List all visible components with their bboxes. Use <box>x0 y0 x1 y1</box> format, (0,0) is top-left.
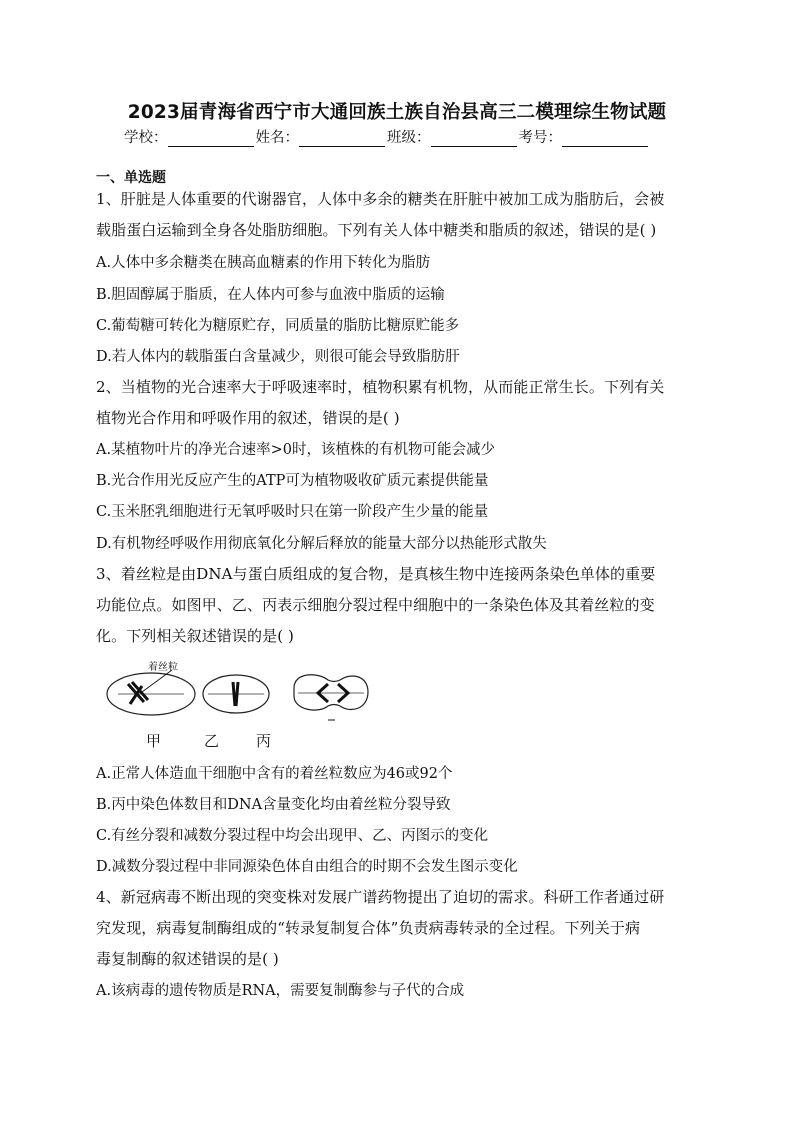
exam-number-label: 考号： <box>518 130 562 146</box>
q3-option-b[interactable]: B.丙中染色体数目和DNA含量变化均由着丝粒分裂导致 <box>96 797 451 813</box>
q2-stem-line-1: 2、当植物的光合速率大于呼吸速率时，植物积累有机物，从而能正常生长。下列有关 <box>96 378 665 396</box>
q3-option-a[interactable]: A.正常人体造血干细胞中含有的着丝粒数应为46或92个 <box>96 766 453 782</box>
figure-label-bing: 丙 <box>256 732 272 750</box>
q1-option-b[interactable]: B.胆固醇属于脂质，在人体内可参与血液中脂质的运输 <box>96 287 445 303</box>
school-field[interactable] <box>168 130 254 147</box>
q4-stem-line-1: 4、新冠病毒不断出现的突变株对发展广谱药物提出了迫切的需求。科研工作者通过研 <box>96 888 665 906</box>
q2-option-c[interactable]: C.玉米胚乳细胞进行无氧呼吸时只在第一阶段产生少量的能量 <box>96 504 489 520</box>
centromere-annotation: 着丝粒 <box>148 662 178 673</box>
exam-number-field[interactable] <box>562 130 648 147</box>
school-label: 学校： <box>124 130 168 146</box>
q2-option-a[interactable]: A.某植物叶片的净光合速率>0时，该植株的有机物可能会减少 <box>96 442 495 458</box>
section-heading: 一、单选题 <box>96 170 166 186</box>
q3-option-d[interactable]: D.减数分裂过程中非同源染色体自由组合的时期不会发生图示变化 <box>96 859 518 875</box>
name-label: 姓名： <box>255 130 299 146</box>
q3-option-c[interactable]: C.有丝分裂和减数分裂过程中均会出现甲、乙、丙图示的变化 <box>96 828 489 844</box>
q3-stem-line-2: 功能位点。如图甲、乙、丙表示细胞分裂过程中细胞中的一条染色体及其着丝粒的变 <box>96 596 655 614</box>
q1-option-c[interactable]: C.葡萄糖可转化为糖原贮存，同质量的脂肪比糖原贮能多 <box>96 318 460 334</box>
page-title: 2023届青海省西宁市大通回族土族自治县高三二模理综生物试题 <box>127 102 667 123</box>
chromosome-yi <box>233 682 238 706</box>
chromosome-jia <box>128 682 148 704</box>
figure-label-yi: 乙 <box>204 732 220 750</box>
q1-option-a[interactable]: A.人体中多余糖类在胰高血糖素的作用下转化为脂肪 <box>96 255 431 271</box>
cell-bing <box>294 675 368 710</box>
q3-stem-line-1: 3、着丝粒是由DNA与蛋白质组成的复合物，是真核生物中连接两条染色单体的重要 <box>96 565 656 583</box>
q4-option-a[interactable]: A.该病毒的遗传物质是RNA，需要复制酶参与子代的合成 <box>96 983 465 999</box>
q4-stem-line-2: 究发现，病毒复制酶组成的“转录复制复合体”负责病毒转录的全过程。下列关于病 <box>96 919 641 937</box>
q1-stem-line-1: 1、肝脏是人体重要的代谢器官，人体中多余的糖类在肝脏中被加工成为脂肪后，会被 <box>96 190 665 208</box>
q4-stem-line-3: 毒复制酶的叙述错误的是( ) <box>96 950 279 968</box>
q2-option-b[interactable]: B.光合作用光反应产生的ATP可为植物吸收矿质元素提供能量 <box>96 473 489 489</box>
q1-stem-line-2: 载脂蛋白运输到全身各处脂肪细胞。下列有关人体中糖类和脂质的叙述，错误的是( ) <box>96 221 657 239</box>
class-field[interactable] <box>431 130 517 147</box>
name-field[interactable] <box>299 130 385 147</box>
class-label: 班级： <box>387 130 431 146</box>
q2-option-d[interactable]: D.有机物经呼吸作用彻底氧化分解后释放的能量大部分以热能形式散失 <box>96 536 547 552</box>
student-info-row <box>124 126 650 147</box>
q2-stem-line-2: 植物光合作用和呼吸作用的叙述，错误的是( ) <box>96 409 400 427</box>
chromosome-figure <box>104 658 374 752</box>
q1-option-d[interactable]: D.若人体内的载脂蛋白含量减少，则很可能会导致脂肪肝 <box>96 349 460 365</box>
q3-stem-line-3: 化。下列相关叙述错误的是( ) <box>96 627 294 645</box>
figure-label-jia: 甲 <box>146 732 162 750</box>
